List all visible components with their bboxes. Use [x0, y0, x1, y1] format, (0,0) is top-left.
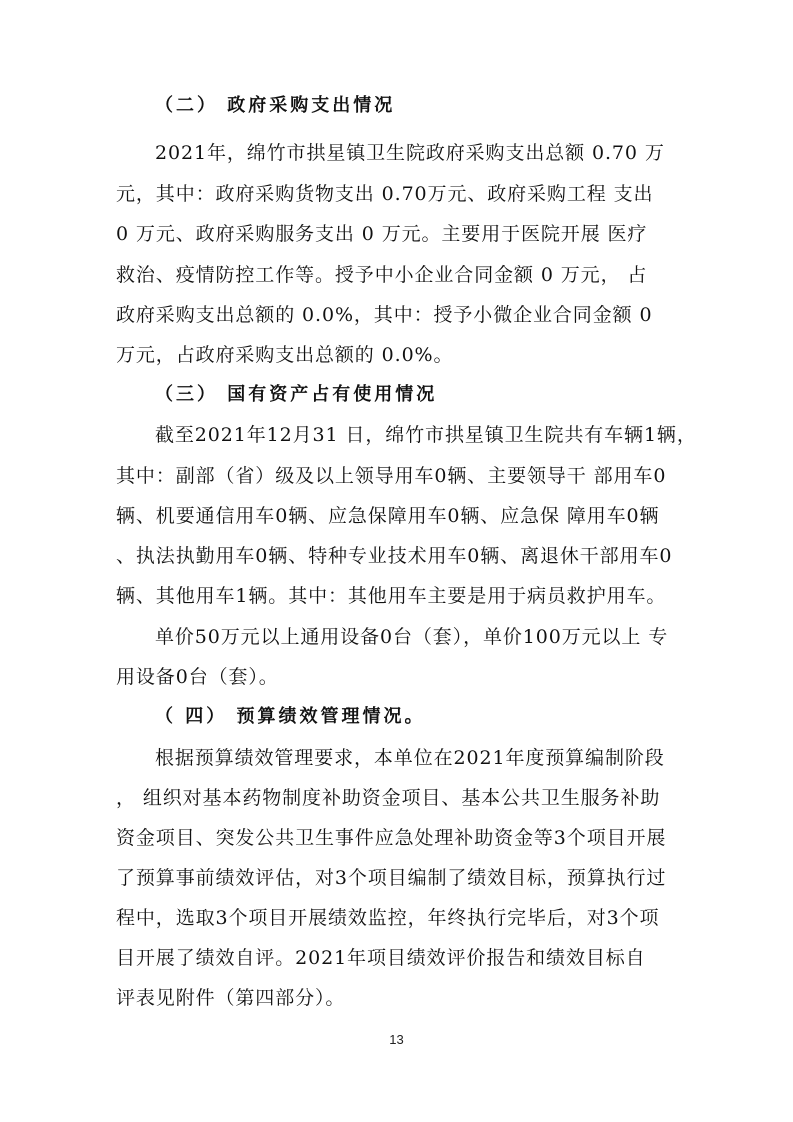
paragraph-line: ， 组织对基本药物制度补助资金项目、基本公共卫生服务补助 — [116, 787, 661, 809]
paragraph-line: 辆、其他用车1辆。其中：其他用车主要是用于病员救护用车。 — [116, 585, 667, 607]
section-heading-assets: （三） 国有资产占有使用情况 — [155, 384, 438, 405]
paragraph-line: 2021年，绵竹市拱星镇卫生院政府采购支出总额 0.70 万 — [155, 142, 665, 164]
paragraph-line: 万元，占政府采购支出总额的 0.0%。 — [116, 344, 454, 366]
paragraph-line: 辆、机要通信用车0辆、应急保障用车0辆、应急保 障用车0辆 — [116, 505, 660, 527]
section-heading-performance: （ 四） 预算绩效管理情况。 — [155, 706, 426, 727]
paragraph-line: 资金项目、突发公共卫生事件应急处理补助资金等3个项目开展 — [116, 827, 667, 849]
paragraph-line: 单价50万元以上通用设备0台（套），单价100万元以上 专 — [155, 626, 669, 648]
paragraph-line: 、执法执勤用车0辆、特种专业技术用车0辆、离退休干部用车0 — [116, 545, 673, 567]
paragraph-line: 元，其中：政府采购货物支出 0.70万元、政府采购工程 支出 — [116, 183, 654, 205]
paragraph-line: 截至2021年12月31 日，绵竹市拱星镇卫生院共有车辆1辆， — [155, 424, 697, 446]
paragraph-line: 程中，选取3个项目开展绩效监控，年终执行完毕后，对3个项 — [116, 907, 660, 929]
paragraph-line: 目开展了绩效自评。2021年项目绩效评价报告和绩效目标自 — [116, 947, 646, 969]
paragraph-line: 根据预算绩效管理要求，本单位在2021年度预算编制阶段 — [155, 747, 665, 769]
paragraph-line: 其中：副部（省）级及以上领导用车0辆、主要领导干 部用车0 — [116, 465, 667, 487]
paragraph-line: 用设备0台（套）。 — [116, 666, 279, 688]
paragraph-line: 救治、疫情防控工作等。授予中小企业合同金额 0 万元， 占 — [116, 264, 648, 286]
paragraph-line: 0 万元、政府采购服务支出 0 万元。主要用于医院开展 医疗 — [116, 223, 648, 245]
page-number: 13 — [389, 1032, 404, 1047]
paragraph-line: 政府采购支出总额的 0.0%，其中：授予小微企业合同金额 0 — [116, 304, 653, 326]
paragraph-line: 了预算事前绩效评估，对3个项目编制了绩效目标，预算执行过 — [116, 867, 667, 889]
section-heading-procurement: （二） 政府采购支出情况 — [155, 95, 396, 116]
paragraph-line: 评表见附件（第四部分）。 — [116, 987, 346, 1009]
